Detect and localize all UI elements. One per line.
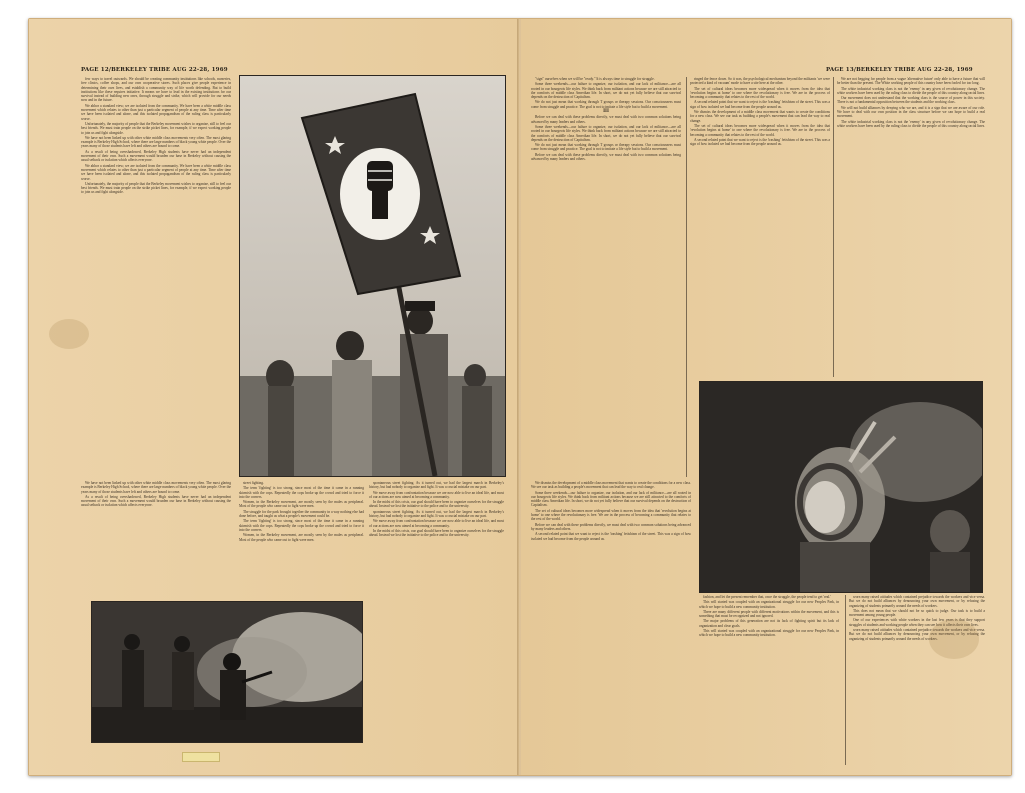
- left-page-folio: PAGE 12/BERKELEY TRIBE AUG 22-28, 1969: [81, 67, 228, 73]
- paragraph: One of our experiences with white workers in the last few years is that they support struggles of students and working people when they can see how it affects their own lives.: [849, 618, 985, 627]
- right-text-column-1: [531, 77, 681, 477]
- paragraph: The set of cultural ideas becomes more widespread when it moves from the idea that 'revolution begins at home' to one where the revolutionary is free. We are in the process of becoming a community that relates to the rest of the world.: [690, 86, 830, 100]
- riot-police-photo: [91, 601, 363, 743]
- feather-portrait-photo: [699, 381, 983, 593]
- paragraph: As a result of being overshadowed, Berkeley High students have never had an independent movement of their own. Such a movement would broaden our base in Berkeley without causing the usual setback or isolation which affects everyone.: [81, 149, 231, 163]
- left-page: [29, 19, 519, 775]
- paragraph: The term 'fighting' is too strong, since most of the time it came in a running skirmish with the cops. Repeatedly the cops broke up the crowd and tried to force it into the corners.: [239, 519, 364, 532]
- tape-strip: [182, 752, 220, 762]
- paragraph: We abhor a standard view; we are isolated from the community. We have been a white middle class movement which relates to other than just a particular segment of people at any time. Time after time we have been isolated and alone, and this isolated propagandism of the ruling class is particularly worse.: [81, 163, 231, 181]
- paragraph: We move away from confrontation because we are now able to live an ideal life, and most of our actions are now aimed at becoming a community.: [369, 490, 504, 499]
- paragraph: We have not been linked up with other white middle class movements very often. The most glaring example is Berkeley High School, where there are large numbers of black young white people. Over the years many of those students have left and others are bound to come.: [81, 135, 231, 149]
- paragraph: "sign" ourselves when we will be "ready." It is always time to struggle for struggle.: [535, 77, 655, 81]
- paragraph: In the midst of this crisis, our goal should have been to organize ourselves for the struggle ahead. Instead we lost the initiative to the police and to the university.: [369, 500, 504, 509]
- paragraph: spontaneous street fighting. As it turned out, we had the largest march in Berkeley's history, but had nobody to organize and fight. It was a crucial mistake on our part.: [369, 509, 504, 519]
- paragraph: We will not build alliances by denying who we are, and it is a sign that we are aware of our role. We have to deal with our own position in the class structure before we can hope to build a real movement.: [837, 105, 985, 119]
- right-lower-column-1: [699, 595, 839, 765]
- paragraph: This will started was coupled with an organizational struggle for our new Peoples Park, in which we hope to build a new community institution.: [699, 629, 839, 638]
- paragraph: spontaneous street fighting. As it turned out, we had the largest march in Berkeley's history, but had nobody to organize and fight. It was a crucial mistake on our part.: [369, 481, 504, 490]
- paragraph: Unfortunately, the majority of people that the Berkeley movement wishes to organize, still to feel our best friends. We must train people on the strike picket lines, for example, if we expect working people to join us and fight alongside.: [81, 181, 231, 195]
- left-lower-column-2: [369, 481, 504, 761]
- paragraph: worn many raised attitudes which contained prejudice towards the workers and vice versa. But we do not build alliances by denouncing your own movement, or by refusing the organizing of students primarily around the needs of workers.: [849, 595, 985, 608]
- paper-stain: [49, 319, 89, 349]
- flag-march-photo: [239, 75, 506, 477]
- paragraph: There are many different people with different motivations within the movement, and this is something that must be recognized and not ignored.: [699, 609, 839, 619]
- paragraph: street fighting.: [243, 481, 264, 485]
- paragraph: A second related point that we want to reject is the 'trashing' fetishism of the street. This was a sign of how isolated we had become from the people around us.: [690, 100, 830, 109]
- newspaper-spread: [28, 18, 1012, 776]
- paragraph: Women, in the Berkeley movement, are mostly seen by the males as peripheral. Most of the people who came out to fight were men.: [239, 500, 364, 509]
- paragraph: Women, in the Berkeley movement, are mostly seen by the males as peripheral. Most of the people who came out to fight were men.: [239, 533, 364, 542]
- paragraph: Before we can deal with these problems directly, we must deal with two common solutions being advanced by many leaders and others.: [531, 115, 681, 124]
- paragraph: The set of cultural ideas becomes more widespread when it moves from the idea that 'revolution begins at home' to one where the revolutionary is free. We are in the process of becoming a community that relates to the rest of the world.: [690, 123, 830, 137]
- right-page: [521, 19, 1011, 775]
- paragraph: This will started was coupled with an organizational struggle for our new Peoples Park, in which we hope to build a new community institution.: [699, 600, 839, 609]
- paragraph: As a result of being overshadowed, Berkeley High students have never had an independent movement of their own. Such a movement would broaden our base in Berkeley without causing the usual setback or isolation which affects everyone.: [81, 494, 231, 508]
- paragraph: A second related point that we want to reject is the 'trashing' fetishism of the street. This was a sign of how isolated we had become from the people around us.: [531, 532, 691, 541]
- paragraph: ringed the fence down. So it was, the psychological mechanism beyond the militants 'we were protected a kind of vacuum' mode to have a site here at the other.: [690, 77, 830, 86]
- paragraph: In the midst of this crisis, our goal should have been to organize ourselves for the struggle ahead. Instead we lost the initiative to the police and to the university.: [369, 528, 504, 538]
- paragraph: We move away from confrontation because we are now able to live an ideal life, and most of our actions are now aimed at becoming a community.: [369, 519, 504, 528]
- paragraph: We do not just mean that working through T groups or therapy sessions. Our consciousness must come from struggle and practice. The goal is not to imitate a life style but to build a movement.: [531, 100, 681, 109]
- paragraph: Our movement does not understand that the working class is the source of power in this society. There is not a fundamental opposition between the students and the working class.: [837, 96, 985, 105]
- paragraph: Some three weekends—our failure to organize, our isolation, and our lack of militance—are all rooted in our bourgeois life styles. We think back from militant actions because we are still attracted to the comforts of middle class Amerikan life. In short, we do not yet fully believe that our survival depends on the destruction of Capitalism.: [531, 490, 691, 508]
- paragraph: The term 'fighting' is too strong, since most of the time it came in a running skirmish with the cops. Repeatedly the cops broke up the crowd and tried to force it into the corners.: [239, 486, 364, 499]
- paragraph: The major problems of this generation are not its lack of fighting spirit but its lack of organization and clear goals.: [699, 619, 839, 628]
- left-lower-column-0: [81, 481, 231, 596]
- paragraph: Unfortunately, the majority of people that the Berkeley movement wishes to organize, still to feel our best friends. We must train people on the strike picket lines, for example, if we expect working people to join us and fight alongside.: [81, 121, 231, 135]
- paragraph: We dismiss the development of a middle class movement that wants to create the conditions for a new class. We see our task as building a people's movement that can lead the way to real change.: [690, 110, 830, 123]
- paragraph: We have not been linked up with other white middle class movements very often. The most glaring example is Berkeley High School, where there are large numbers of black young white people. Over the years many of those students have left and others are bound to come.: [81, 481, 231, 494]
- paragraph: We are not begging for people from a vague 'alternative future' only able to have a future that will be better than the present. The White working people of this country have been fooled for too long.: [837, 77, 985, 86]
- paragraph: Before we can deal with these problems directly, we must deal with two common solutions being advanced by many leaders and others.: [531, 152, 681, 162]
- paragraph: few ways to travel outwards. We should be creating community institutions like schools, nurseries, free clinics, coffee shops, and our own cooperative stores. Such places give people experience in determining their own lives, and establish a community way of life worth defending. But to build institutions like these requires initiative. It means we have to lead in the existing institutions for our survival instead of building new ones, through struggle and strike, which will provide for our needs now and in the future.: [81, 77, 231, 103]
- paragraph: We do not just mean that working through T groups or therapy sessions. Our consciousness must come from struggle and practice. The goal is not to imitate a life style but to build a movement.: [531, 143, 681, 152]
- left-text-column: [81, 77, 231, 477]
- paragraph: The set of cultural ideas becomes more widespread when it moves from the idea that 'revolution begins at home' to one where the revolutionary is free. We are in the process of becoming a community that relates to the rest of the world.: [531, 508, 691, 522]
- right-page-folio: PAGE 13/BERKELEY TRIBE AUG 22-28, 1969: [826, 67, 973, 73]
- paragraph: The white industrial working class is not the 'enemy' in any given of revolutionary change. The white workers have been used by the ruling class to divide the people of this country along racial lines.: [837, 86, 985, 95]
- paragraph: fashion, and let the present remember that, once the struggle, the people tend to get 'real.': [703, 595, 831, 599]
- section-marker: III: [603, 109, 609, 115]
- paragraph: The white industrial working class is not the 'enemy' in any given of revolutionary change. The white workers have been used by the ruling class to divide the people of this country along racial lines.: [837, 119, 985, 128]
- paragraph: Before we can deal with these problems directly, we must deal with two common solutions being advanced by many leaders and others.: [531, 522, 691, 531]
- paragraph: worn many raised attitudes which contained prejudice towards the workers and vice versa. But we do not build alliances by denouncing your own movement, or by refusing the organizing of students primarily around the needs of workers.: [849, 628, 985, 641]
- paragraph: We dismiss the development of a middle class movement that wants to create the conditions for a new class. We see our task as building a people's movement that can lead the way to real change.: [531, 481, 691, 490]
- right-lower-column-0: [531, 481, 691, 766]
- paragraph: Some three weekends—our failure to organize, our isolation, and our lack of militance—are all rooted in our bourgeois life styles. We think back from militant actions because we are still attracted to the comforts of middle class Amerikan life. In short, we do not yet fully believe that our survival depends on the destruction of Capitalism.: [531, 124, 681, 142]
- paragraph: Some three weekends—our failure to organize, our isolation, and our lack of militance—are all rooted in our bourgeois life styles. We think back from militant actions because we are still attracted to the comforts of middle class Amerikan life. In short, we do not yet fully believe that our survival depends on the destruction of Capitalism.: [531, 82, 681, 100]
- right-text-column-3: [833, 77, 985, 377]
- paragraph: The struggle for the park brought together the community in a way nothing else had done before, and taught us what a people's movement could be.: [239, 509, 364, 519]
- paper-stain: [929, 619, 979, 659]
- paragraph: We abhor a standard view; we are isolated from the community. We have been a white middle class movement which relates to other than just a particular segment of people at any time. Time after time we have been isolated and alone, and this isolated propagandism of the ruling class is particularly worse.: [81, 103, 231, 121]
- paragraph: This does not mean that we should not be so quick to judge. Our task is to build a movement among young people.: [849, 608, 985, 618]
- paragraph: A second related point that we want to reject is the 'trashing' fetishism of the street. This was a sign of how isolated we had become from the people around us.: [690, 137, 830, 147]
